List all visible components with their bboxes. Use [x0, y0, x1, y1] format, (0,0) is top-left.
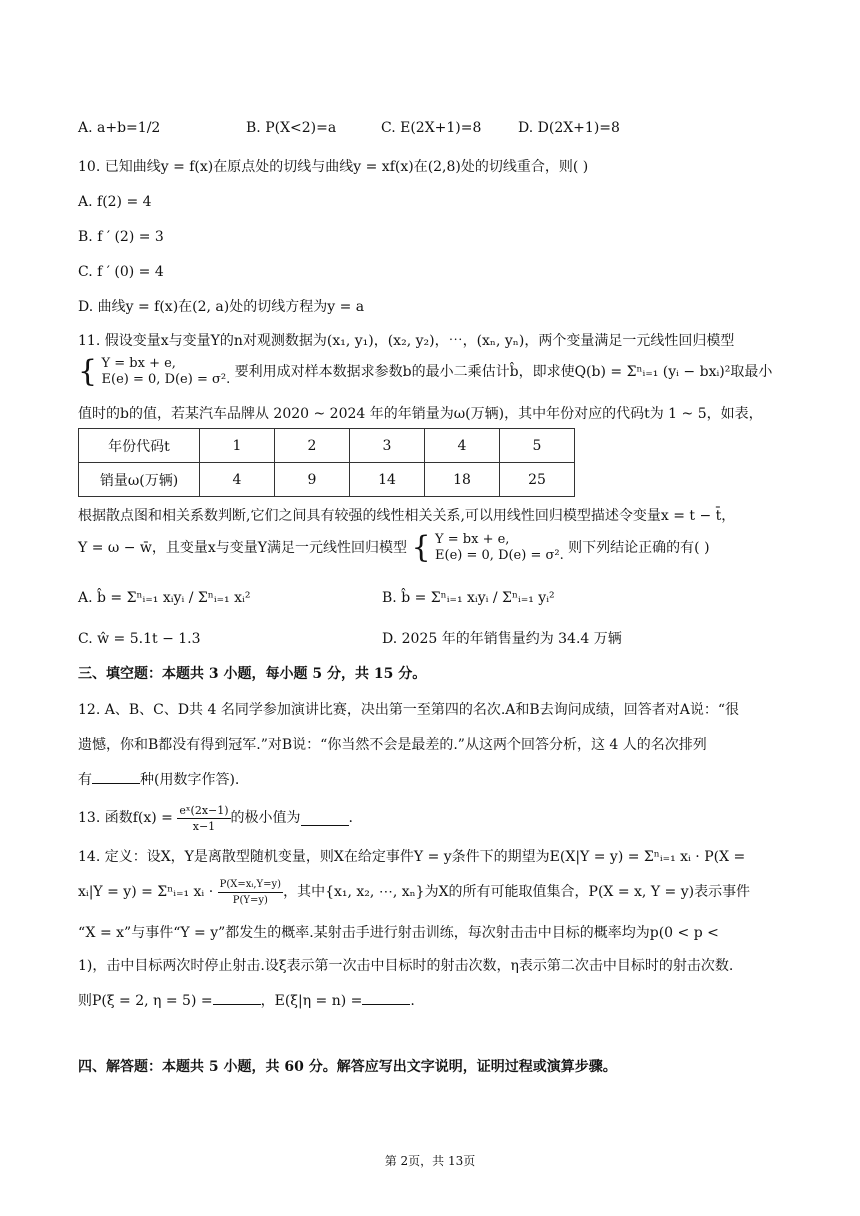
q14-line5 — [78, 990, 415, 1011]
q13-fraction — [177, 803, 230, 834]
q12-line3 — [78, 769, 239, 790]
q11-line5 — [78, 532, 710, 564]
q9-option-b: B. P(X<2)=a — [246, 120, 337, 136]
q11-model-2 — [435, 532, 564, 564]
q14-line2 — [78, 877, 750, 908]
q12-answer-blank[interactable] — [92, 769, 140, 784]
q14-line2-a: xᵢ|Y = y) = Σⁿᵢ₌₁ xᵢ · — [78, 884, 214, 900]
q11-option-d: D. 2025 年的年销售量约为 34.4 万辆 — [382, 631, 622, 647]
q11-model-2-b: E(e) = 0, D(e) = σ². — [435, 548, 564, 563]
q11-line2 — [78, 356, 772, 388]
table-cell: 3 — [350, 429, 425, 463]
q10-option-d: D. 曲线y = f(x)在(2, a)处的切线方程为y = a — [78, 299, 365, 315]
q10-stem: 10. 已知曲线y = f(x)在原点处的切线与曲线y = xf(x)在(2,8)处的切线重合，则( ) — [78, 159, 589, 175]
q14-answer-blank-2[interactable] — [362, 990, 410, 1005]
table-cell: 2 — [275, 429, 350, 463]
table-cell: 1 — [200, 429, 275, 463]
q11-line1: 11. 假设变量x与变量Y的n对观测数据为(x₁, y₁)，(x₂, y₂)，⋯，(xₙ, yₙ)，两个变量满足一元线性回归模型 — [78, 333, 735, 349]
q13-answer-blank[interactable] — [301, 811, 349, 826]
q12-line3-a: 有 — [78, 772, 92, 788]
sales-table — [78, 428, 575, 497]
q14-line3: “X = x”与事件“Y = y”都发生的概率.某射击手进行射击训练，每次射击击中目标的概率均为p(0 < p < — [78, 925, 719, 941]
table-cell: 25 — [500, 463, 575, 497]
q11-line3: 值时的b的值，若某汽车品牌从 2020 ~ 2024 年的年销量为ω(万辆)，其中年份对应的代码t为 1 ~ 5，如表， — [78, 406, 763, 422]
q14-line5-c: . — [410, 993, 415, 1009]
q11-model-b: E(e) = 0, D(e) = σ². — [101, 372, 231, 387]
page-footer: 第 2页，共 13页 — [384, 1154, 476, 1168]
q14-line1: 14. 定义：设X，Y是离散型随机变量，则X在给定事件Y = y条件下的期望为E(X|Y = y) = Σⁿᵢ₌₁ xᵢ · P(X = — [78, 849, 746, 865]
q13-b: 的极小值为 — [230, 810, 301, 826]
q13-line — [78, 803, 353, 834]
q14-answer-blank-1[interactable] — [213, 990, 261, 1005]
q13-denominator: x−1 — [192, 820, 216, 833]
q11-model-2-a: Y = bx + e, — [435, 532, 510, 547]
q14-line4: 1)，击中目标两次时停止射击.设ξ表示第一次击中目标时的射击次数，η表示第二次击中目标时的射击次数. — [78, 958, 734, 974]
table-header-cell: 年份代码t — [79, 429, 200, 463]
q10-option-b: B. f ′ (2) = 3 — [78, 229, 164, 245]
q11-line5-b: 则下列结论正确的有( ) — [568, 540, 710, 556]
table-cell: 4 — [425, 429, 500, 463]
q11-options-row2 — [78, 629, 778, 653]
q9-options — [78, 118, 778, 142]
q11-model-brace-2: { — [411, 530, 431, 565]
q11-line2-rest: 要利用成对样本数据求参数b的最小二乘估计b̂，即求使Q(b) = Σⁿᵢ₌₁ (yᵢ − bxᵢ)²取最小 — [234, 364, 773, 380]
q12-line1: 12. A、B、C、D共 4 名同学参加演讲比赛，决出第一至第四的名次.A和B去询问成绩，回答者对A说：“很 — [78, 702, 739, 718]
q13-numerator: eˣ(2x−1) — [179, 804, 229, 817]
q11-model-brace: { — [78, 354, 98, 389]
q14-fraction — [218, 877, 284, 908]
q9-option-d: D. D(2X+1)=8 — [518, 120, 620, 136]
table-cell: 5 — [500, 429, 575, 463]
q10-option-a: A. f(2) = 4 — [78, 194, 152, 210]
q10-option-c: C. f ′ (0) = 4 — [78, 264, 164, 280]
table-header-cell: 销量ω(万辆) — [79, 463, 200, 497]
q12-line2: 遗憾，你和B都没有得到冠军.”对B说：“你当然不会是最差的.”从这两个回答分析，这 4 人的名次排列 — [78, 737, 707, 753]
table-cell: 4 — [200, 463, 275, 497]
q11-line5-a: Y = ω − w̄，且变量x与变量Y满足一元线性回归模型 — [78, 540, 408, 556]
section-4-heading: 四、解答题：本题共 5 小题，共 60 分。解答应写出文字说明，证明过程或演算步骤。 — [78, 1059, 617, 1075]
q14-line5-a: 则P(ξ = 2, η = 5) = — [78, 993, 213, 1009]
q13-a: 13. 函数f(x) = — [78, 810, 173, 826]
table-row — [79, 429, 575, 463]
q11-option-c: C. ŵ = 5.1t − 1.3 — [78, 631, 201, 647]
q11-options-row1 — [78, 588, 778, 612]
table-cell: 14 — [350, 463, 425, 497]
table-cell: 9 — [275, 463, 350, 497]
q14-line5-b: ，E(ξ|η = n) = — [260, 993, 363, 1009]
q9-option-a: A. a+b=1/2 — [78, 120, 161, 136]
section-3-heading: 三、填空题：本题共 3 小题，每小题 5 分，共 15 分。 — [78, 666, 427, 682]
q14-denominator: P(Y=y) — [232, 895, 268, 906]
q11-option-a: A. b̂ = Σⁿᵢ₌₁ xᵢyᵢ / Σⁿᵢ₌₁ xᵢ² — [78, 590, 251, 606]
q11-model-a: Y = bx + e, — [101, 356, 176, 371]
table-row — [79, 463, 575, 497]
table-cell: 18 — [425, 463, 500, 497]
q12-line3-b: 种(用数字作答). — [140, 772, 240, 788]
q14-line2-b: ，其中{x₁, x₂, ⋯, xₙ}为X的所有可能取值集合，P(X = x, Y = y)表示事件 — [283, 884, 751, 900]
q11-model — [102, 356, 231, 388]
q13-c: . — [348, 810, 353, 826]
q11-line4: 根据散点图和相关系数判断,它们之间具有较强的线性相关关系,可以用线性回归模型描述令变量x = t − t̄， — [78, 508, 736, 524]
q9-option-c: C. E(2X+1)=8 — [381, 120, 482, 136]
q11-option-b: B. b̂ = Σⁿᵢ₌₁ xᵢyᵢ / Σⁿᵢ₌₁ yᵢ² — [382, 590, 555, 606]
q14-numerator: P(X=xᵢ,Y=y) — [218, 877, 284, 893]
